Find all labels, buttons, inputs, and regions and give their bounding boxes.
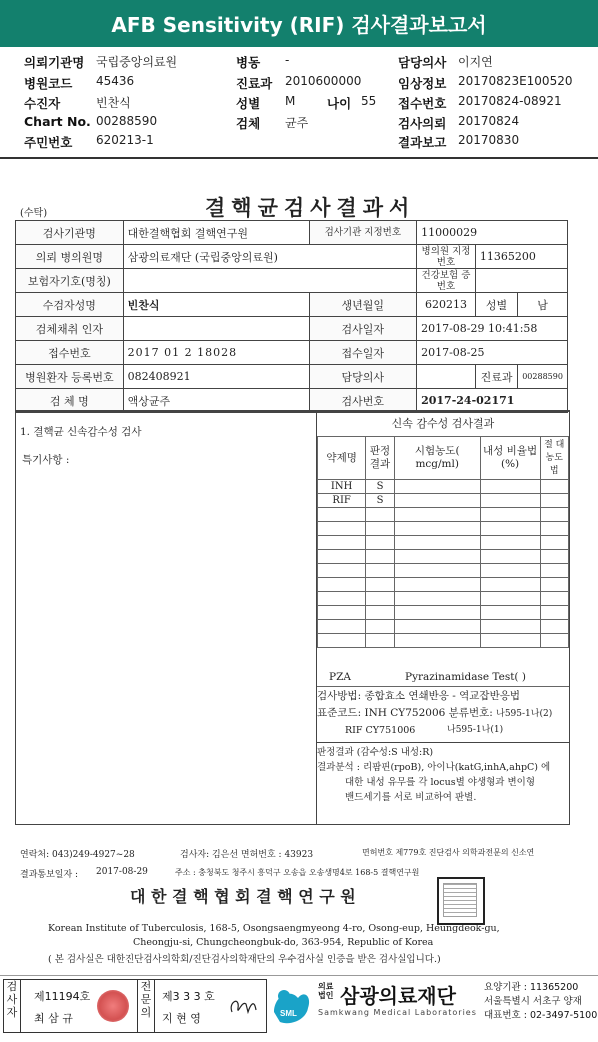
req-hospital-value: 삼광의료재단 (국립중앙의료원)	[123, 245, 416, 269]
drug-name: INH	[318, 480, 366, 494]
drug-result: S	[366, 480, 395, 494]
interpretation-line: 결과분석 : 리팜핀(rpoB), 아이나(katG,inhA,ahpC) 에	[317, 762, 551, 773]
examiner-vertical-label: 검사자	[4, 980, 21, 1032]
class-code: 나595-1나(2)	[496, 709, 553, 719]
label-patient: 수진자	[24, 96, 61, 111]
lab-contact	[484, 981, 597, 1023]
pza-label: PZA	[329, 671, 351, 683]
pza-row	[317, 670, 569, 687]
lab-prefix: 의료 법인	[318, 982, 334, 1000]
collection-label: 검체채취 인자	[16, 317, 124, 341]
method-block	[317, 688, 569, 739]
certification-note: ( 본 검사실은 대한진단검사의학회/진단검사의학재단의 우수검사실 인증을 받은 검사실입니다.)	[48, 954, 441, 965]
table-row	[318, 606, 569, 620]
table-row	[318, 508, 569, 522]
label-receipt-no: 접수번호	[398, 96, 447, 111]
lab-logo-icon	[270, 982, 312, 1028]
receipt-no-value: 2017 01 2 18028	[123, 341, 309, 365]
rif-code: RIF CY751006	[345, 725, 416, 736]
interpretation-line: 대한 내성 유무를 각 locus별 야생형과 변이형	[345, 777, 536, 788]
label-hospital-code: 병원코드	[24, 76, 73, 91]
value-clinical-info: 20170823E100520	[458, 74, 573, 88]
lab-english-name: Samkwang Medical Laboratories	[318, 1008, 477, 1017]
value-report-date: 20170830	[458, 133, 520, 147]
document-title: 결핵균검사결과서	[205, 195, 416, 220]
english-address-1: Korean Institute of Tuberculosis, 168-5, Osongsaengmyeong 4-ro, Osong-eup, Heungdeok-gu,	[48, 923, 500, 934]
contact-number: 연락처: 043)249-4927~28	[20, 850, 135, 860]
label-report-date: 결과보고	[398, 135, 447, 150]
test-date-label: 검사일자	[309, 317, 417, 341]
req-code-value: 11365200	[475, 245, 567, 269]
label-clinical-info: 임상정보	[398, 76, 447, 91]
notice-date-label: 결과통보일자 :	[20, 870, 79, 880]
patient-info	[0, 47, 598, 150]
value-specimen: 균주	[285, 116, 309, 130]
table-row	[318, 620, 569, 634]
value-sex: M	[285, 94, 296, 108]
notice-date: 2017-08-29	[96, 867, 148, 877]
drug-name: RIF	[318, 494, 366, 508]
examinee-value: 빈찬식	[123, 293, 309, 317]
registration-value: 082408921	[123, 365, 309, 389]
label-department: 진료과	[236, 76, 273, 91]
rif-class: 나595-1나(1)	[447, 725, 504, 735]
interpretation-line: 판정결과 (감수성:S 내성:R)	[317, 747, 434, 758]
specialist-name: 지 현 영	[162, 1012, 201, 1025]
test-date-value: 2017-08-29 10:41:58	[417, 317, 568, 341]
table-row	[318, 522, 569, 536]
specialist-vertical-label: 전문의	[137, 980, 155, 1032]
specimen-name-value: 액상균주	[123, 389, 309, 413]
value-receipt-no: 20170824-08921	[458, 94, 562, 108]
test-no-label: 검사번호	[309, 389, 417, 413]
agency-value: 대한결핵협회 결핵연구원	[123, 221, 309, 245]
registration-label: 병원환자 등록번호	[16, 365, 124, 389]
label-doctor: 담당의사	[398, 55, 447, 70]
label-sex: 성별	[236, 96, 261, 111]
sex-value: 남	[518, 293, 568, 317]
value-chart-no: 00288590	[96, 114, 158, 128]
report-title: AFB Sensitivity (RIF) 검사결과보고서	[0, 0, 598, 47]
col-drug: 약제명	[318, 437, 366, 480]
special-notes-label: 특기사항 :	[22, 454, 70, 466]
lab-address: 서울특별시 서초구 양재	[484, 996, 582, 1007]
table-row	[318, 550, 569, 564]
test-no-value: 2017-24-02171	[417, 389, 568, 413]
col-absolute: 절 대농도 법	[540, 437, 569, 480]
receipt-date-label: 접수일자	[309, 341, 417, 365]
attending-label: 담당의사	[309, 365, 417, 389]
col-result: 판정 결과	[366, 437, 395, 480]
lab-institution-code: 요양기관 : 11365200	[484, 982, 579, 993]
standard-code: 표준코드: INH CY752006 분류번호:	[317, 707, 493, 719]
license-info: 면허번호 제779호 진단검사 의학과전문의 신소연	[362, 848, 535, 857]
req-code-label: 병의원 지정번호	[417, 245, 476, 269]
label-age: 나이	[327, 96, 352, 111]
divider	[0, 157, 598, 159]
value-resident-no: 620213-1	[96, 133, 154, 147]
results-title: 신속 감수성 검사결과	[317, 412, 569, 437]
signature-box	[3, 979, 267, 1033]
results-section	[15, 410, 570, 825]
table-row	[318, 536, 569, 550]
receipt-no-label: 접수번호	[16, 341, 124, 365]
examiner-info: 검사자: 김은선 면허번호 : 43923	[180, 850, 314, 860]
value-doctor: 이지연	[458, 55, 493, 69]
insurance-no-label: 건강보험 증번호	[417, 269, 476, 293]
examiner-name: 최 삼 규	[34, 1012, 73, 1025]
table-row	[318, 494, 569, 508]
org-address: 주소 : 충청북도 청주시 흥덕구 오송읍 오송생명4로 168-5 결핵연구원	[175, 868, 420, 877]
org-name: 대 한 결 핵 협 회 결 핵 연 구 원	[130, 887, 356, 906]
table-row	[318, 564, 569, 578]
sex-label: 성별	[475, 293, 517, 317]
agency-code-value: 11000029	[417, 221, 568, 245]
table-row	[318, 578, 569, 592]
value-request-date: 20170824	[458, 114, 520, 128]
consignment-label: (수탁)	[20, 208, 48, 219]
drug-result: S	[366, 494, 395, 508]
table-row	[318, 592, 569, 606]
collection-value	[123, 317, 309, 341]
value-requester: 국립중앙의료원	[96, 55, 178, 69]
table-row	[318, 634, 569, 648]
label-resident-no: 주민번호	[24, 135, 73, 150]
interpretation-line: 밴드세기를 서로 비교하여 판별.	[345, 792, 477, 803]
section-title: 1. 결핵균 신속감수성 검사	[20, 426, 142, 438]
standard-code-line	[317, 705, 569, 722]
dob-value: 620213	[417, 293, 476, 317]
value-hospital-code: 45436	[96, 74, 135, 88]
lab-name: 삼광의료재단	[340, 984, 456, 1008]
attending-value	[417, 365, 476, 389]
req-hospital-label: 의뢰 병의원명	[16, 245, 124, 269]
examiner-seal	[97, 990, 129, 1022]
agency-code-label: 검사기관 지정번호	[309, 221, 417, 245]
signature-bar	[0, 975, 598, 1042]
insurer-label: 보험자기호(명칭)	[16, 269, 124, 293]
insurance-no-value	[475, 269, 567, 293]
receipt-date-value: 2017-08-25	[417, 341, 568, 365]
label-request-date: 검사의뢰	[398, 116, 447, 131]
signature-scribble	[226, 992, 260, 1020]
value-department: 2010600000	[285, 74, 362, 88]
scanned-report	[0, 182, 598, 965]
interpretation-block	[317, 742, 569, 805]
table-row	[318, 480, 569, 494]
label-ward: 병동	[236, 55, 261, 70]
dept-value: 00288590	[518, 365, 568, 389]
org-seal-stamp	[437, 877, 485, 925]
value-age: 55	[361, 94, 377, 108]
label-requester: 의뢰기관명	[24, 55, 85, 70]
specialist-license-no: 제3 3 3 호	[162, 990, 215, 1003]
susceptibility-table	[317, 436, 569, 648]
lab-phone: 대표번호 : 02-3497-5100	[484, 1010, 598, 1021]
label-specimen: 검체	[236, 116, 261, 131]
examiner-license-no: 제11194호	[34, 990, 91, 1003]
dob-label: 생년월일	[309, 293, 417, 317]
col-resistance-ratio: 내성 비율법(%)	[480, 437, 540, 480]
method-line: 검사방법: 종합효소 연쇄반응 - 역교잡반응법	[317, 690, 521, 702]
english-address-2: Cheongju-si, Chungcheongbuk-do, 363-954, Republic of Korea	[133, 937, 434, 948]
col-concentration: 시험농도( mcg/ml)	[394, 437, 480, 480]
examinee-label: 수검자성명	[16, 293, 124, 317]
specimen-name-label: 검 체 명	[16, 389, 124, 413]
value-ward: -	[285, 53, 290, 67]
value-patient: 빈찬식	[96, 96, 131, 110]
logo-text: SML	[280, 1009, 297, 1018]
report-header-table	[15, 220, 568, 413]
pza-test: Pyrazinamidase Test( )	[405, 671, 526, 683]
dept-label: 진료과	[475, 365, 517, 389]
rif-code-line	[317, 722, 569, 739]
agency-label: 검사기관명	[16, 221, 124, 245]
label-chart-no: Chart No.	[24, 114, 91, 129]
insurer-value	[123, 269, 416, 293]
